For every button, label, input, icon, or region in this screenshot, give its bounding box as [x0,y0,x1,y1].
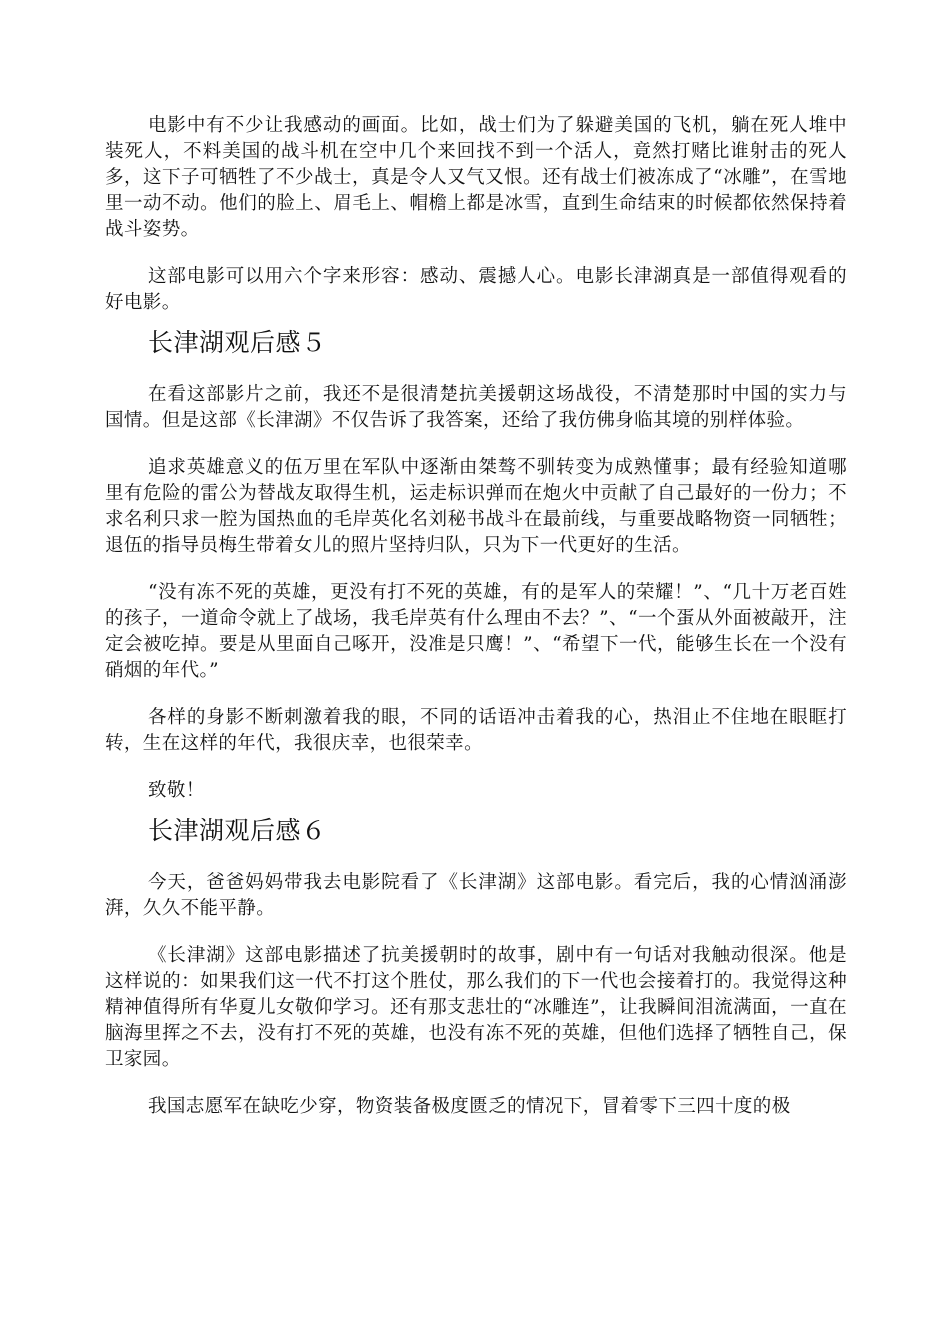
section-6-paragraph-1: 今天，爸爸妈妈带我去电影院看了《长津湖》这部电影。看完后，我的心情汹涌澎湃，久久不能平静。 [105,872,847,919]
section-6-paragraph-3: 我国志愿军在缺吃少穿，物资装备极度匮乏的情况下，冒着零下三四十度的极 [148,1096,791,1117]
section-5-heading: 长津湖观后感５ [148,328,327,357]
section-5-paragraph-3: “没有冻不死的英雄，更没有打不死的英雄，有的是军人的荣耀！”、“几十万老百姓的孩子，一道命令就上了战场，我毛岸英有什么理由不去？”、“一个蛋从外面被敲开，注定会被吃掉。要是从里面自己啄开，没准是只鹰！”、“希望下一代，能够生长在一个没有硝烟的年代。” [105,582,847,681]
section-5-paragraph-5: 致敬！ [148,780,205,801]
section-6-heading: 长津湖观后感６ [148,816,327,845]
section-6-paragraph-2: 《长津湖》这部电影描述了抗美援朝时的故事，剧中有一句话对我触动很深。他是这样说的：如果我们这一代不打这个胜仗，那么我们的下一代也会接着打的。我觉得这种精神值得所有华夏儿女敬仰学习。还有那支悲壮的“冰雕连”，让我瞬间泪流满面，一直在脑海里挥之不去，没有打不死的英雄，也没有冻不死的英雄，但他们选择了牺牲自己，保卫家园。 [105,945,847,1070]
section-5-paragraph-2: 追求英雄意义的伍万里在军队中逐渐由桀骜不驯转变为成熟懂事；最有经验知道哪里有危险的雷公为替战友取得生机，运走标识弹而在炮火中贡献了自己最好的一份力；不求名利只求一腔为国热血的毛岸英化名刘秘书战斗在最前线，与重要战略物资一同牺牲；退伍的指导员梅生带着女儿的照片坚持归队，只为下一代更好的生活。 [105,457,847,556]
section-5-paragraph-1: 在看这部影片之前，我还不是很清楚抗美援朝这场战役，不清楚那时中国的实力与国情。但是这部《长津湖》不仅告诉了我答案，还给了我仿佛身临其境的别样体验。 [105,384,847,431]
document-page [105,113,847,1120]
section-5-paragraph-4: 各样的身影不断刺激着我的眼，不同的话语冲击着我的心，热泪止不住地在眼眶打转，生在这样的年代，我很庆幸，也很荣幸。 [105,707,847,754]
intro-paragraph-1: 电影中有不少让我感动的画面。比如，战士们为了躲避美国的飞机，躺在死人堆中装死人，不料美国的战斗机在空中几个来回找不到一个活人，竟然打赌比谁射击的死人多，这下子可牺牲了不少战士，真是令人又气又恨。还有战士们被冻成了“冰雕”，在雪地里一动不动。他们的脸上、眉毛上、帽檐上都是冰雪，直到生命结束的时候都依然保持着战斗姿势。 [105,115,847,240]
intro-paragraph-2: 这部电影可以用六个字来形容：感动、震撼人心。电影长津湖真是一部值得观看的好电影。 [105,266,847,313]
